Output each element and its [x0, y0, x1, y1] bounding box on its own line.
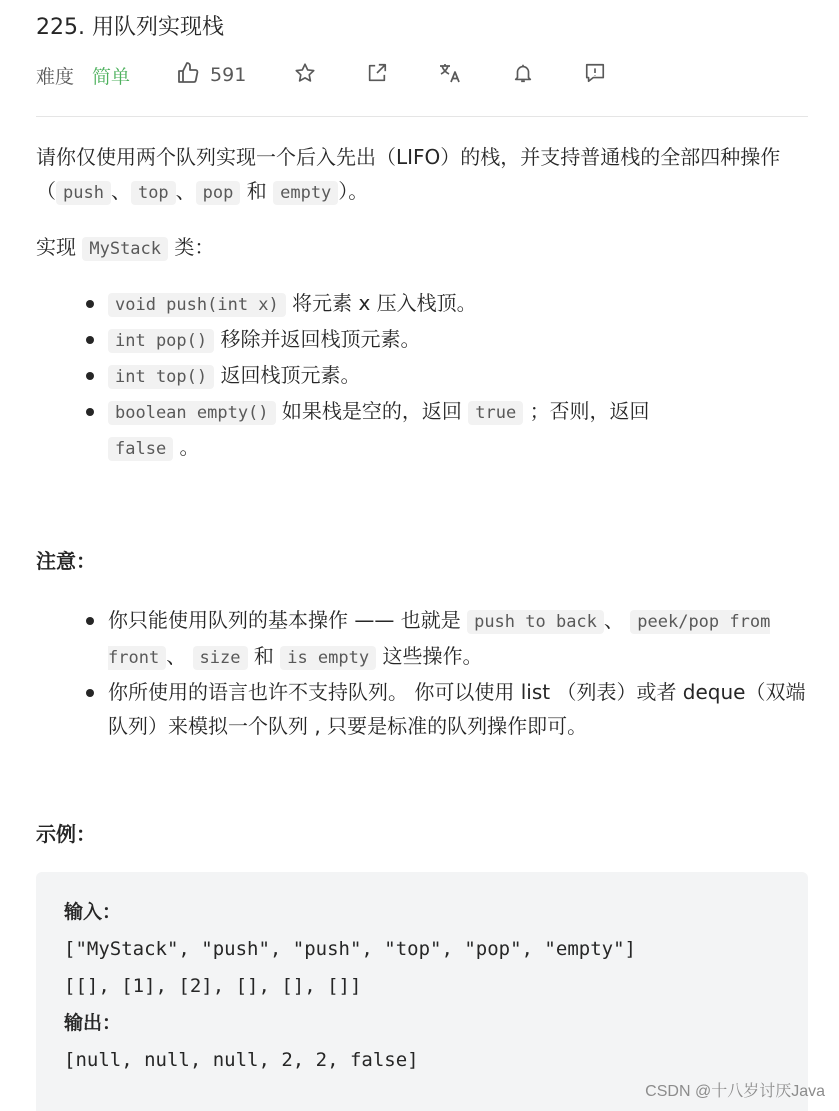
- like-button[interactable]: [176, 61, 246, 90]
- list-item: [108, 286, 816, 322]
- method-desc: 返回栈顶元素。: [220, 363, 361, 387]
- note-text: 这些操作。: [382, 644, 483, 668]
- input-label: 输入：: [64, 901, 122, 923]
- note-text: 你所使用的语言也许不支持队列。 你可以使用 list （列表）或者 deque（双端队列）来模拟一个队列 , 只要是标准的队列操作即可。: [108, 680, 806, 738]
- translate-icon: [438, 61, 462, 90]
- like-count: 591: [210, 64, 247, 86]
- code-push-to-back: push to back: [467, 610, 604, 634]
- method-desc: 移除并返回栈顶元素。: [220, 327, 421, 351]
- difficulty-badge: 简单: [92, 65, 131, 88]
- input-line: ["MyStack", "push", "push", "top", "pop", "empty"]: [64, 938, 636, 960]
- separator: 、: [603, 608, 624, 632]
- example-heading: 示例：: [36, 822, 96, 846]
- note-list: [36, 603, 816, 743]
- feedback-icon: [584, 62, 606, 89]
- code-method: boolean empty(): [108, 401, 276, 425]
- list-item: [108, 394, 816, 466]
- list-item: [108, 358, 816, 394]
- intro-end: ）。: [338, 179, 369, 203]
- difficulty-label: 难度: [36, 65, 75, 88]
- translate-button[interactable]: [438, 61, 462, 90]
- share-button[interactable]: [366, 62, 388, 89]
- method-desc: 将元素 x 压入栈顶。: [292, 291, 477, 315]
- feedback-button[interactable]: [584, 62, 606, 89]
- method-desc: 。: [179, 435, 200, 459]
- code-method: void push(int x): [108, 293, 286, 317]
- note-heading: 注意：: [36, 549, 96, 573]
- code-empty: empty: [273, 181, 338, 205]
- code-method: int top(): [108, 365, 214, 389]
- intro-text: 请你仅使用两个队列实现一个后入先出（LIFO）的栈，并支持普通栈的全部四种操作（: [36, 145, 781, 203]
- star-icon: [294, 62, 316, 89]
- problem-meta-bar: [36, 60, 606, 90]
- implement-paragraph: [36, 230, 816, 266]
- output-line: [null, null, null, 2, 2, false]: [64, 1049, 419, 1071]
- code-pop: pop: [196, 181, 241, 205]
- output-label: 输出：: [64, 1012, 122, 1034]
- method-list: [36, 286, 816, 466]
- list-item: [108, 322, 816, 358]
- bell-icon: [512, 62, 534, 89]
- separator: 、: [175, 179, 196, 203]
- code-method: int pop(): [108, 329, 214, 353]
- notification-button[interactable]: [512, 62, 534, 89]
- code-peek-pop: peek/pop from front: [108, 612, 771, 668]
- code-mystack: MyStack: [82, 237, 168, 261]
- header-divider: [36, 116, 808, 117]
- code-is-empty: is empty: [280, 646, 376, 670]
- favorite-button[interactable]: [294, 62, 316, 89]
- code-top: top: [131, 181, 176, 205]
- watermark: CSDN @十八岁讨厌Java: [645, 1083, 825, 1100]
- method-desc: 如果栈是空的，返回: [281, 399, 462, 423]
- impl-text-post: 类：: [174, 235, 215, 259]
- impl-text: 实现: [36, 235, 76, 259]
- list-item: [108, 675, 816, 743]
- and-text: 和: [246, 179, 267, 203]
- separator: 、: [110, 179, 131, 203]
- method-desc: ；否则，返回: [529, 399, 650, 423]
- list-item: [108, 603, 816, 675]
- code-size: size: [193, 646, 248, 670]
- code-push: push: [56, 181, 111, 205]
- code-true: true: [468, 401, 523, 425]
- problem-description: [36, 140, 816, 466]
- separator: 、: [166, 644, 187, 668]
- code-false: false: [108, 437, 173, 461]
- thumbs-up-icon: [176, 61, 200, 90]
- share-icon: [366, 62, 388, 89]
- example-code-block: [36, 872, 808, 1111]
- and-text: 和: [253, 644, 274, 668]
- intro-paragraph: [36, 140, 816, 210]
- problem-title: 225. 用队列实现栈: [36, 15, 224, 40]
- note-text: 你只能使用队列的基本操作 —— 也就是: [108, 608, 461, 632]
- input-line: [[], [1], [2], [], [], []]: [64, 975, 362, 997]
